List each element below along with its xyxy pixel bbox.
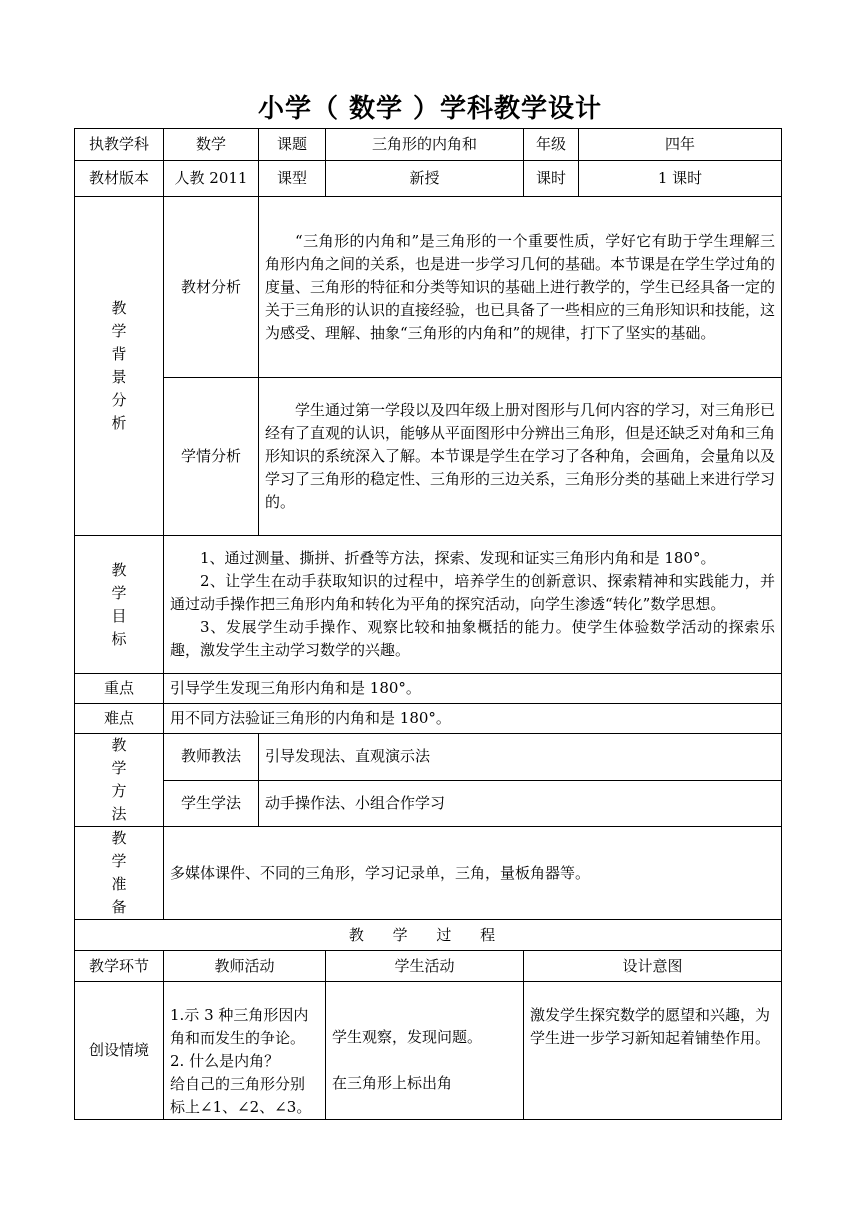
hours-value: 1 课时 (579, 161, 782, 197)
difficulty-text: 用不同方法验证三角形的内角和是 180°。 (164, 704, 782, 734)
subject-label: 执教学科 (75, 129, 164, 161)
lesson-plan-table (74, 128, 782, 1120)
teacher-method-text: 引导发现法、直观演示法 (259, 734, 782, 781)
material-analysis-row (75, 197, 782, 378)
column-student-activity: 学生活动 (326, 951, 524, 982)
hours-label: 课时 (524, 161, 579, 197)
background-section-label: 教 学 背 景 分 析 (75, 197, 164, 536)
column-teacher-activity: 教师活动 (164, 951, 326, 982)
goal-item: 2、让学生在动手获取知识的过程中，培养学生的创新意识、探索精神和实践能力，并通过动手操作把三角形内角和转化为平角的探究活动，向学生渗透“转化”数学思想。 (170, 572, 776, 613)
student-activity-cell: 学生观察，发现问题。 在三角形上标出角 (326, 982, 524, 1120)
process-columns-row (75, 951, 782, 982)
preparation-row (75, 827, 782, 920)
methods-section-label: 教 学 方 法 (75, 734, 164, 827)
grade-value: 四年 (579, 129, 782, 161)
teacher-method-label: 教师教法 (164, 734, 259, 781)
info-row-1 (75, 129, 782, 161)
page-title: 小学（ 数学 ）学科教学设计 (257, 94, 603, 124)
column-design-intent: 设计意图 (524, 951, 782, 982)
process-header: 教 学 过 程 (75, 920, 782, 951)
goals-row (75, 536, 782, 674)
stage-cell: 创设情境 (75, 982, 164, 1120)
teacher-activity-cell: 1.示 3 种三角形因内角和而发生的争论。 2. 什么是内角？ 给自己的三角形分别标上∠1、∠2、∠3。 (164, 982, 326, 1120)
key-point-label: 重点 (75, 674, 164, 704)
student-analysis-label: 学情分析 (164, 378, 259, 536)
subject-value: 数学 (164, 129, 259, 161)
column-stage: 教学环节 (75, 951, 164, 982)
preparation-section-label: 教 学 准 备 (75, 827, 164, 920)
type-label: 课型 (259, 161, 326, 197)
material-analysis-text: “三角形的内角和”是三角形的一个重要性质，学好它有助于学生理解三角形内角之间的关系，也是进一步学习几何的基础。本节课是在学生学过角的度量、三角形的特征和分类等知识的基础上进行教学的，学生已经具备一定的关于三角形的认识的直接经验，也已具备了一些相应的三角形知识和技能，这为感受、理解、抽象“三角形的内角和”的规律，打下了坚实的基础。 (259, 197, 782, 378)
student-analysis-row (75, 378, 782, 536)
edition-label: 教材版本 (75, 161, 164, 197)
topic-label: 课题 (259, 129, 326, 161)
student-method-label: 学生学法 (164, 780, 259, 827)
info-row-2 (75, 161, 782, 197)
goal-item: 3、发展学生动手操作、观察比较和抽象概括的能力。使学生体验数学活动的探索乐趣，激发学生主动学习数学的兴趣。 (170, 618, 776, 659)
teacher-method-row (75, 734, 782, 781)
process-row (75, 982, 782, 1120)
student-method-text: 动手操作法、小组合作学习 (259, 780, 782, 827)
process-header-row (75, 920, 782, 951)
preparation-text: 多媒体课件、不同的三角形，学习记录单，三角，量板角器等。 (164, 827, 782, 920)
grade-label: 年级 (524, 129, 579, 161)
difficulty-row (75, 704, 782, 734)
student-method-row (75, 780, 782, 827)
key-point-row (75, 674, 782, 704)
type-value: 新授 (326, 161, 524, 197)
design-intent-cell: 激发学生探究数学的愿望和兴趣，为学生进一步学习新知起着铺垫作用。 (524, 982, 782, 1120)
material-analysis-label: 教材分析 (164, 197, 259, 378)
goals-list (164, 536, 782, 674)
topic-value: 三角形的内角和 (326, 129, 524, 161)
student-analysis-text: 学生通过第一学段以及四年级上册对图形与几何内容的学习，对三角形已经有了直观的认识，能够从平面图形中分辨出三角形，但是还缺乏对角和三角形知识的系统深入了解。本节课是学生在学习了各种角，会画角，会量角以及学习了三角形的稳定性、三角形的三边关系，三角形分类的基础上来进行学习的。 (259, 378, 782, 536)
goal-item: 1、通过测量、撕拼、折叠等方法，探索、发现和证实三角形内角和是 180°。 (200, 549, 716, 567)
difficulty-label: 难点 (75, 704, 164, 734)
goals-section-label: 教 学 目 标 (75, 536, 164, 674)
edition-value: 人教 2011 (164, 161, 259, 197)
key-point-text: 引导学生发现三角形内角和是 180°。 (164, 674, 782, 704)
